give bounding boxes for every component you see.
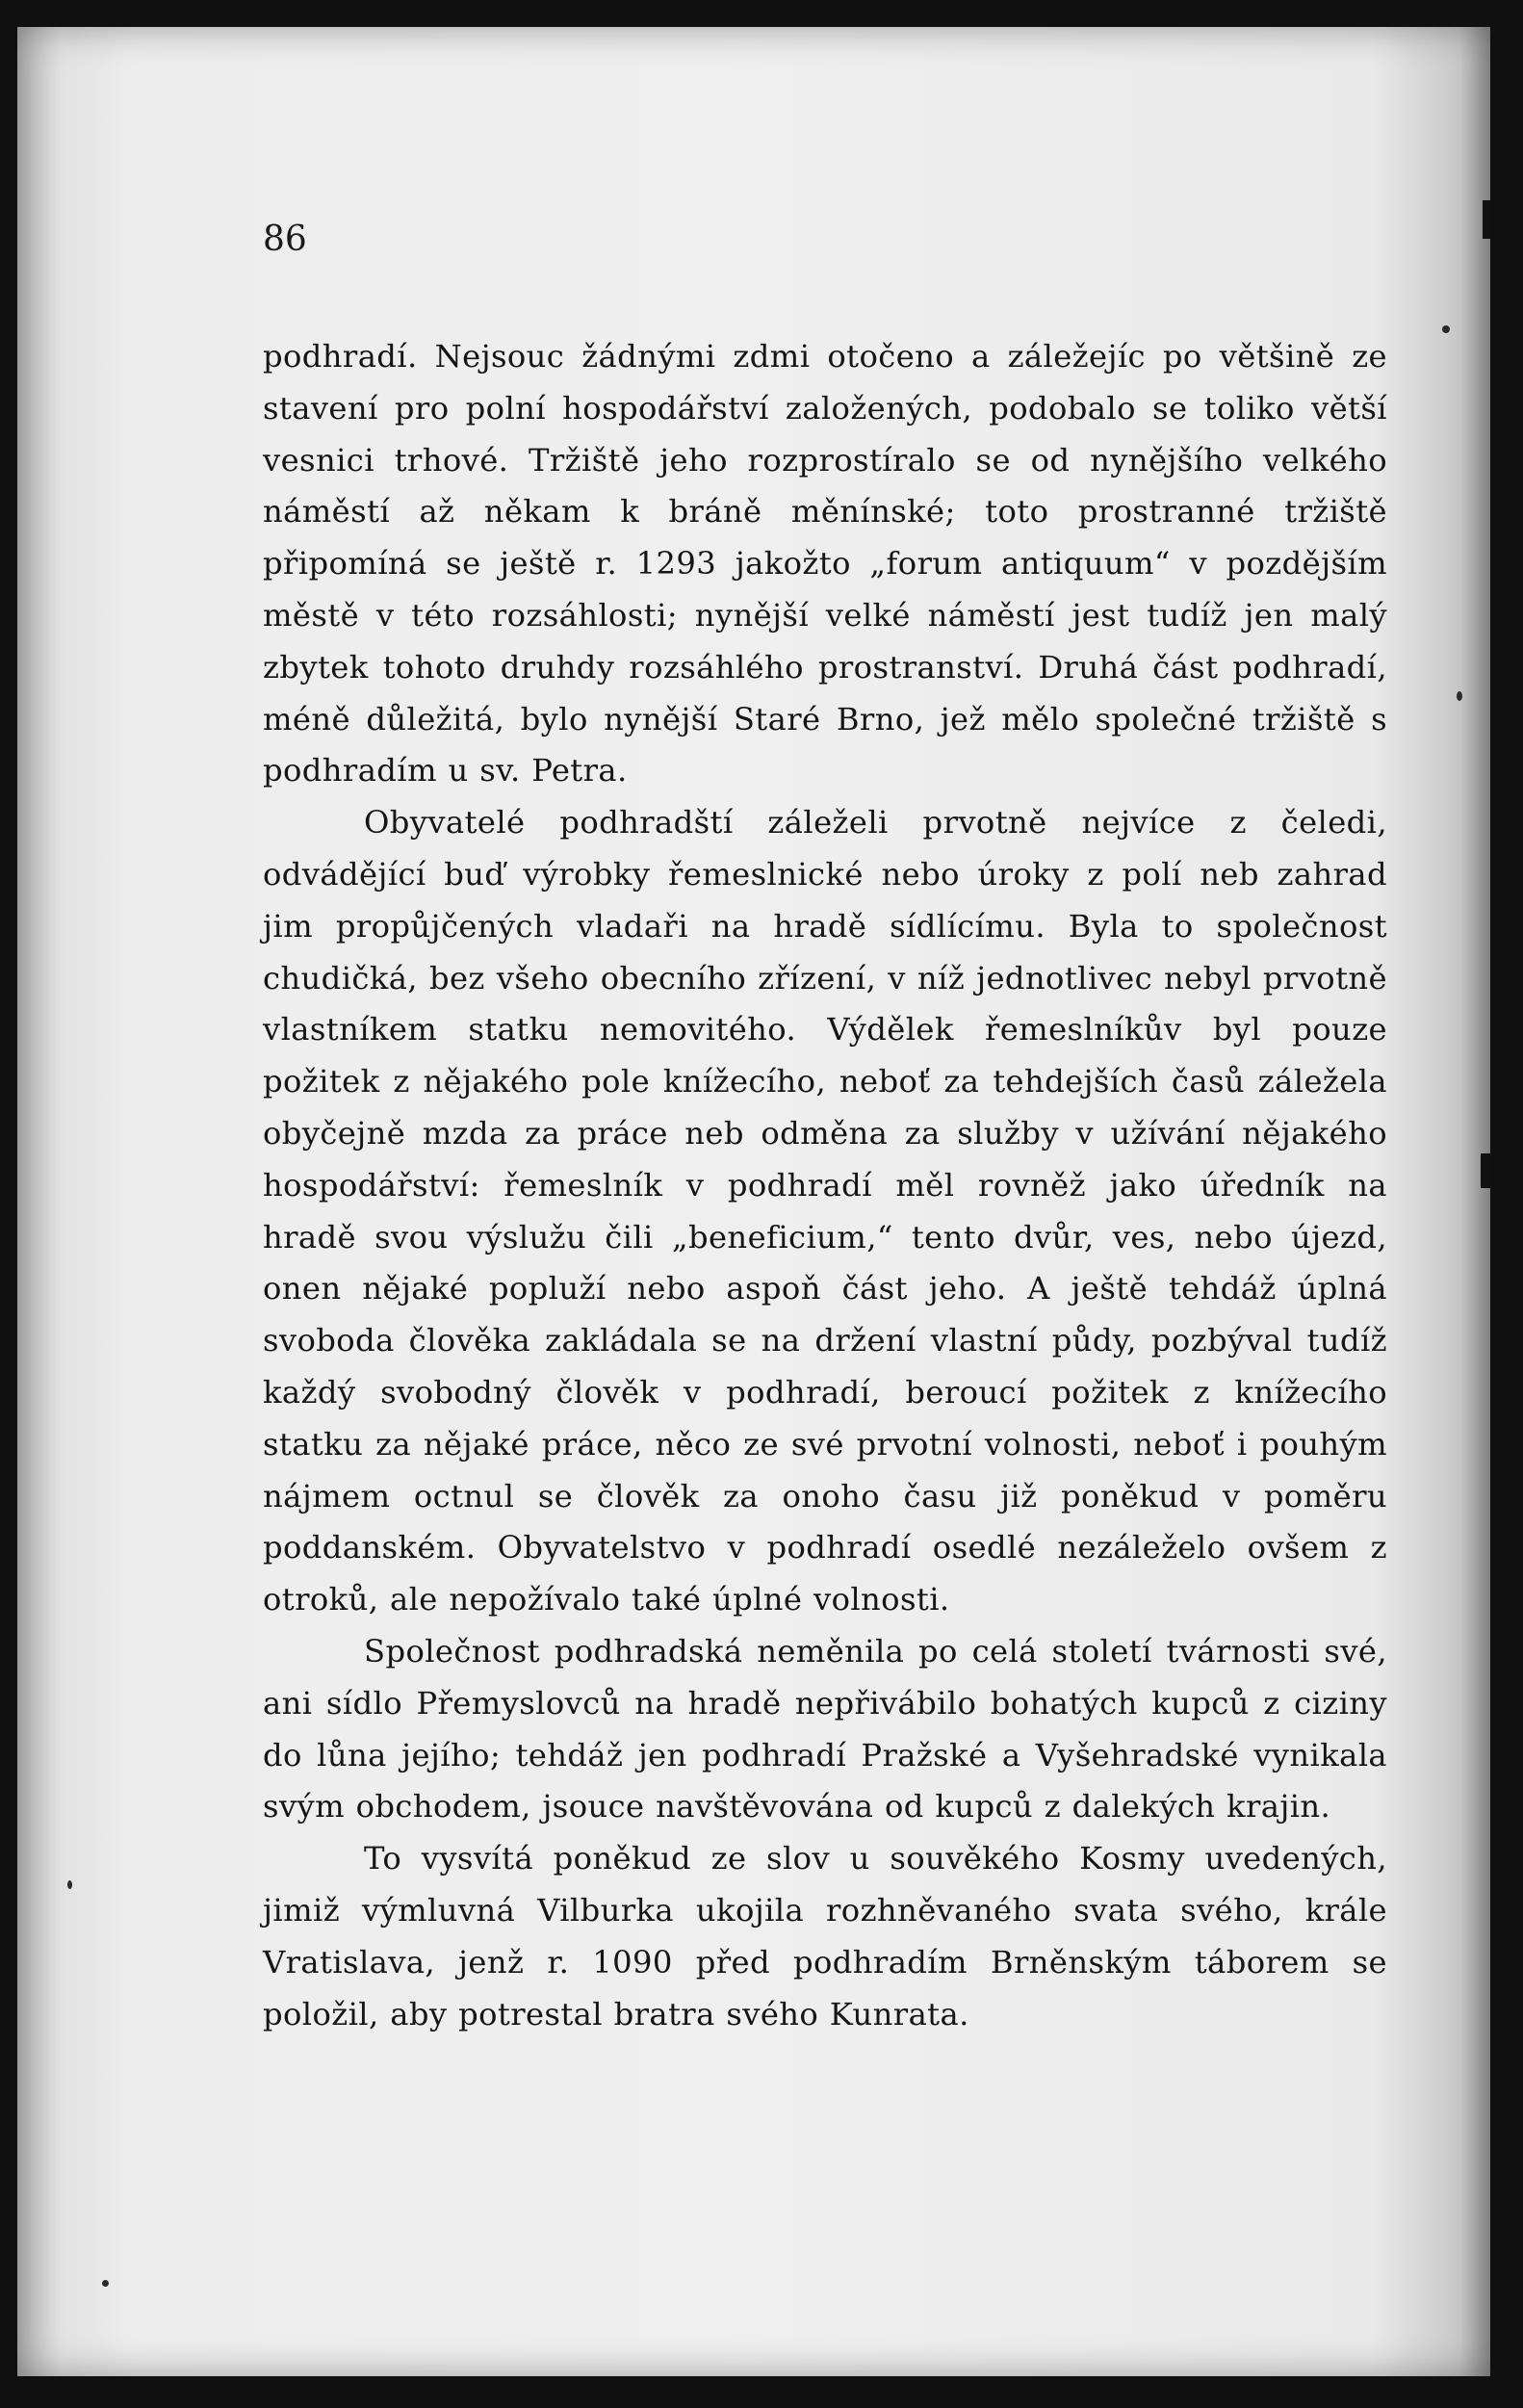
scan-speck [67, 1880, 72, 1889]
binding-edge-mark [1481, 1153, 1490, 1188]
page-body-text [263, 331, 1387, 2040]
binding-edge-mark [1483, 200, 1490, 239]
paragraph-1: podhradí. Nejsouc žádnými zdmi otočeno a záležejíc po většině ze stavení pro polní hospodářství založených, podobalo se toliko větší vesnici trhové. Tržiště jeho rozprostíralo se od nynějšího velkého náměstí až někam k bráně měnínské; toto prostranné tržiště připomíná se ještě r. 1293 jakožto „forum antiquum“ v pozdějším městě v této rozsáhlosti; nynější velké náměstí jest tudíž jen malý zbytek tohoto druhdy rozsáhlého prostranství. Druhá část podhradí, méně důležitá, bylo nynější Staré Brno, jež mělo společné tržiště s podhradím u sv. Petra. [263, 338, 1387, 790]
page-number: 86 [263, 220, 307, 259]
paragraph-3: Společnost podhradská neměnila po celá století tvárnosti své, ani sídlo Přemyslovců na hradě nepřivábilo bohatých kupců z ciziny do lůna jejího; tehdáž jen podhradí Pražské a Vyšehradské vynikala svým obchodem, jsouce navštěvována od kupců z dalekých krajin. [263, 1632, 1387, 1825]
paragraph-2: Obyvatelé podhradští záleželi prvotně nejvíce z čeledi, odvádějící buď výrobky řemeslnické nebo úroky z polí neb zahrad jim propůjčených vladaři na hradě sídlícímu. Byla to společnost chudičká, bez všeho obecního zřízení, v níž jednotlivec nebyl prvotně vlastníkem statku nemovitého. Výdělek řemeslníkův byl pouze požitek z nějakého pole knížecího, neboť za tehdejších časů záležela obyčejně mzda za práce neb odměna za služby v užívání nějakého hospodářství: řemeslník v podhradí měl rovněž jako úředník na hradě svou výslužu čili „beneficium,“ tento dvůr, ves, nebo újezd, onen nějaké popluží nebo aspoň část jeho. A ještě tehdáž úplná svoboda člověka zakládala se na držení vlastní půdy, pozbýval tudíž každý svobodný člověk v podhradí, beroucí požitek z knížecího statku za nějaké práce, něco ze své prvotní volnosti, neboť i pouhým nájmem octnul se člověk za onoho času již poněkud v poměru poddanském. Obyvatelstvo v podhradí osedlé nezáleželo ovšem z otroků, ale nepožívalo také úplné volnosti. [263, 804, 1387, 1618]
book-page [17, 27, 1490, 2376]
paragraph-4: To vysvítá poněkud ze slov u souvěkého Kosmy uvedených, jimiž výmluvná Vilburka ukojila rozhněvaného svata svého, krále Vratislava, jenž r. 1090 před podhradím Brněnským táborem se položil, aby potrestal bratra svého Kunrata. [263, 1840, 1387, 2033]
scan-speck [1457, 691, 1462, 701]
scan-speck [1442, 325, 1450, 333]
scan-speck [102, 2280, 109, 2287]
